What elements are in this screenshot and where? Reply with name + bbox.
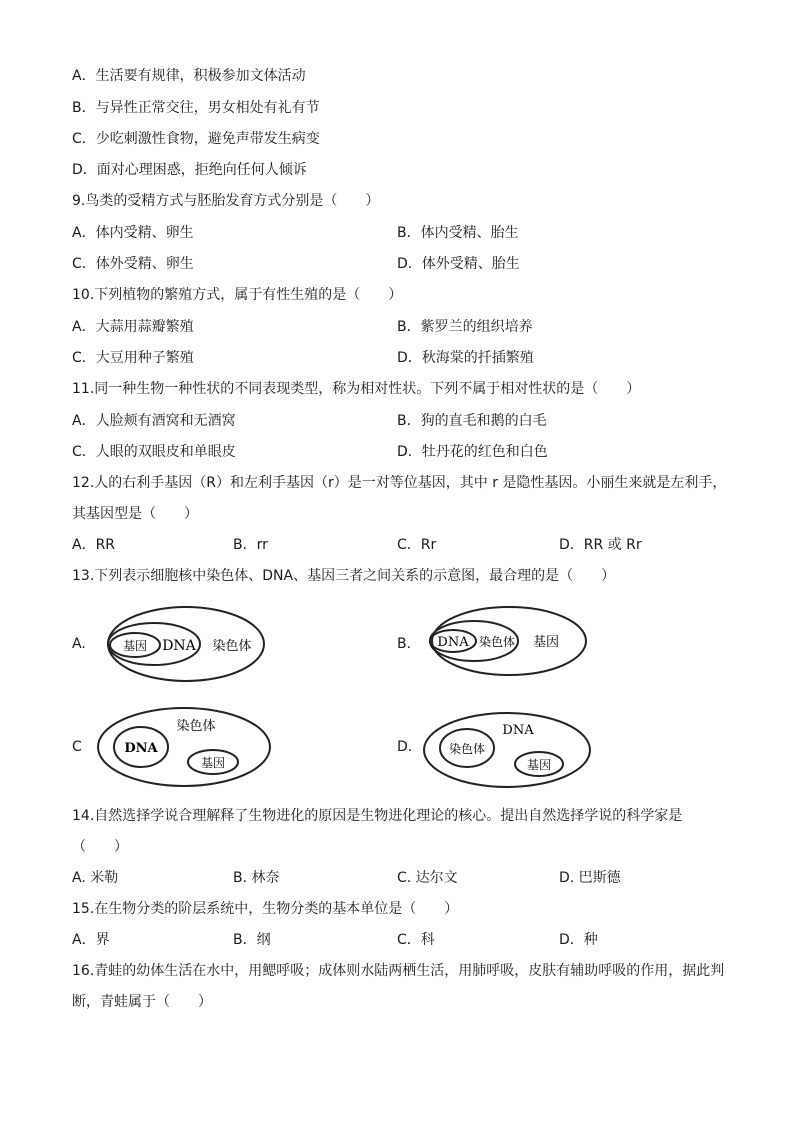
q13-a-mid-label: DNA xyxy=(162,638,196,654)
q10-option-d: D．秋海棠的扦插繁殖 xyxy=(397,350,534,366)
q12-option-d: D．RR 或 Rr xyxy=(559,537,642,553)
q13-d-top-label: DNA xyxy=(502,723,534,738)
q9-option-b: B．体内受精、胎生 xyxy=(397,225,519,241)
q15-option-c: C．科 xyxy=(397,932,435,948)
q13-d-right-label: 基因 xyxy=(526,758,552,772)
q16-stem-line-1: 16.青蛙的幼体生活在水中，用鳃呼吸；成体则水陆两栖生活，用肺呼吸，皮肤有辅助呼吸的作用，据此判 xyxy=(72,963,725,979)
q13-a-inner-label: 基因 xyxy=(122,639,148,653)
q8-option-a: A．生活要有规律，积极参加文体活动 xyxy=(72,68,306,84)
q13-diagram-c xyxy=(94,704,274,790)
q13-b-mid-label: 染色体 xyxy=(478,635,516,649)
q9-option-d: D．体外受精、胎生 xyxy=(397,256,520,272)
q12-option-c: C．Rr xyxy=(397,537,437,553)
q12-stem-line-2: 其基因型是（ ） xyxy=(72,506,198,522)
q13-b-inner-label: DNA xyxy=(437,635,469,650)
q13-diagram-d xyxy=(420,708,594,792)
q8-option-b: B．与异性正常交往，男女相处有礼有节 xyxy=(72,100,320,116)
q13-option-d-label: D. xyxy=(397,739,413,755)
q9-option-c: C．体外受精、卵生 xyxy=(72,256,194,272)
q14-option-b: B. 林奈 xyxy=(233,870,280,886)
q15-stem: 15.在生物分类的阶层系统中，生物分类的基本单位是（ ） xyxy=(72,901,459,917)
q10-option-a: A．大蒜用蒜瓣繁殖 xyxy=(72,319,194,335)
q14-option-c: C. 达尔文 xyxy=(397,870,458,886)
q10-stem: 10.下列植物的繁殖方式，属于有性生殖的是（ ） xyxy=(72,287,403,303)
q12-stem-line-1: 12.人的右利手基因（R）和左利手基因（r）是一对等位基因，其中 r 是隐性基因。小丽生来就是左利手， xyxy=(72,475,727,491)
q14-option-d: D. 巴斯德 xyxy=(559,870,621,886)
q15-option-b: B．纲 xyxy=(233,932,271,948)
q15-option-d: D．种 xyxy=(559,932,598,948)
q14-option-a: A. 米勒 xyxy=(72,870,119,886)
q13-option-c-label: C xyxy=(72,739,82,755)
q12-option-a: A．RR xyxy=(72,537,116,553)
q8-option-c: C．少吃刺激性食物，避免声带发生病变 xyxy=(72,131,320,147)
q12-option-b: B．rr xyxy=(233,537,268,553)
q11-option-c: C．人眼的双眼皮和单眼皮 xyxy=(72,444,236,460)
q9-option-a: A．体内受精、卵生 xyxy=(72,225,194,241)
q11-option-b: B．狗的直毛和鹅的白毛 xyxy=(397,413,547,429)
q8-option-d: D．面对心理困惑，拒绝向任何人倾诉 xyxy=(72,162,307,178)
q15-option-a: A．界 xyxy=(72,932,110,948)
q13-a-outer-label: 染色体 xyxy=(212,639,252,654)
q10-option-c: C．大豆用种子繁殖 xyxy=(72,350,194,366)
q13-b-outer-label: 基因 xyxy=(532,635,560,650)
q13-diagram-a xyxy=(104,602,268,686)
q11-stem: 11.同一种生物一种性状的不同表现类型，称为相对性状。下列不属于相对性状的是（ ） xyxy=(72,381,641,397)
q13-c-left-label: DNA xyxy=(124,741,158,756)
q13-stem: 13.下列表示细胞核中染色体、DNA、基因三者之间关系的示意图，最合理的是（ ） xyxy=(72,568,616,584)
q13-diagram-b xyxy=(424,601,588,681)
q13-option-b-label: B. xyxy=(397,636,412,652)
q13-d-left-label: 染色体 xyxy=(448,742,486,756)
q13-option-a-label: A. xyxy=(72,636,86,652)
q11-option-a: A．人脸颊有酒窝和无酒窝 xyxy=(72,413,236,429)
q14-stem-line-2: （ ） xyxy=(72,839,128,855)
q9-stem: 9.鸟类的受精方式与胚胎发育方式分别是（ ） xyxy=(72,193,380,209)
q14-stem-line-1: 14.自然选择学说合理解释了生物进化的原因是生物进化理论的核心。提出自然选择学说的科学家是 xyxy=(72,808,683,824)
q13-c-top-label: 染色体 xyxy=(176,719,216,734)
q10-option-b: B．紫罗兰的组织培养 xyxy=(397,319,533,335)
q16-stem-line-2: 断，青蛙属于（ ） xyxy=(72,994,212,1010)
q13-c-right-label: 基因 xyxy=(200,756,226,770)
q11-option-d: D．牡丹花的红色和白色 xyxy=(397,444,548,460)
